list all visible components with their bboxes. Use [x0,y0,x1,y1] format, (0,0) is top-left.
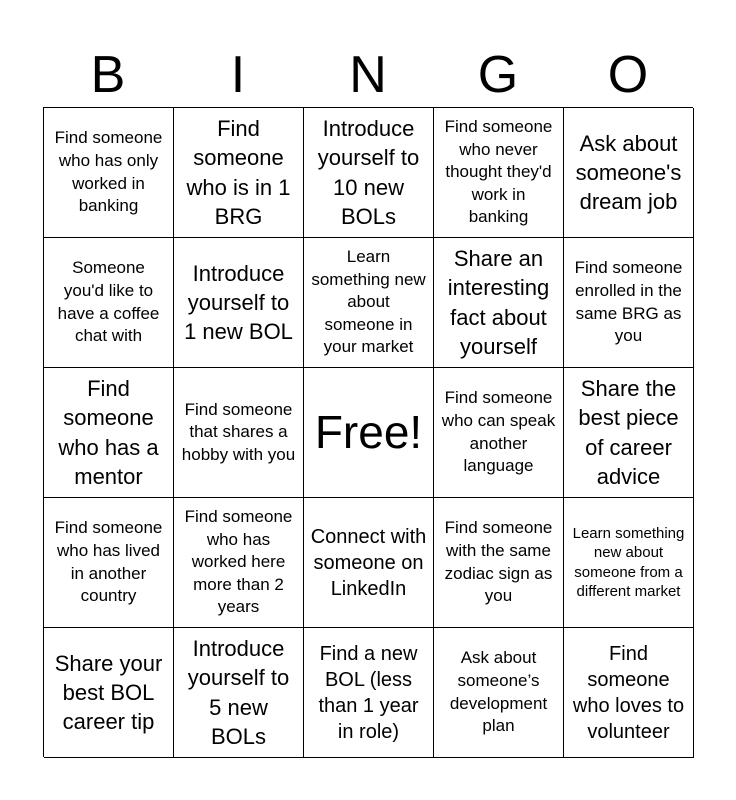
bingo-cell[interactable]: Introduce yourself to 1 new BOL [174,238,304,368]
header-letter-i: I [230,46,246,104]
bingo-cell[interactable]: Find someone who never thought they'd work in banking [434,108,564,238]
bingo-cell[interactable]: Find someone who can speak another language [434,368,564,498]
bingo-cell[interactable]: Someone you'd like to have a coffee chat with [44,238,174,368]
bingo-cell[interactable]: Find a new BOL (less than 1 year in role) [304,628,434,758]
bingo-cell[interactable]: Connect with someone on LinkedIn [304,498,434,628]
bingo-cell[interactable]: Learn something new about someone in your market [304,238,434,368]
bingo-cell[interactable]: Find someone with the same zodiac sign as you [434,498,564,628]
bingo-cell[interactable]: Find someone who has only worked in banking [44,108,174,238]
bingo-cell[interactable]: Find someone who has worked here more than 2 years [174,498,304,628]
header-letter-b: B [90,46,126,104]
free-space-cell[interactable]: Free! [304,368,434,498]
bingo-cell[interactable]: Introduce yourself to 10 new BOLs [304,108,434,238]
bingo-cell[interactable]: Find someone who has a mentor [44,368,174,498]
bingo-cell[interactable]: Share your best BOL career tip [44,628,174,758]
bingo-cell[interactable]: Learn something new about someone from a different market [564,498,694,628]
bingo-cell[interactable]: Find someone who loves to volunteer [564,628,694,758]
header-letter-g: G [477,46,519,104]
bingo-header [43,44,693,106]
bingo-cell[interactable]: Find someone enrolled in the same BRG as you [564,238,694,368]
header-letter-n: N [349,46,387,104]
bingo-cell[interactable]: Introduce yourself to 5 new BOLs [174,628,304,758]
header-letter-o: O [607,46,649,104]
bingo-cell[interactable]: Share an interesting fact about yourself [434,238,564,368]
bingo-cell[interactable]: Find someone who is in 1 BRG [174,108,304,238]
bingo-board [43,107,693,757]
bingo-cell[interactable]: Find someone that shares a hobby with you [174,368,304,498]
bingo-cell[interactable]: Ask about someone's dream job [564,108,694,238]
bingo-cell[interactable]: Ask about someone’s development plan [434,628,564,758]
bingo-cell[interactable]: Find someone who has lived in another country [44,498,174,628]
bingo-cell[interactable]: Share the best piece of career advice [564,368,694,498]
